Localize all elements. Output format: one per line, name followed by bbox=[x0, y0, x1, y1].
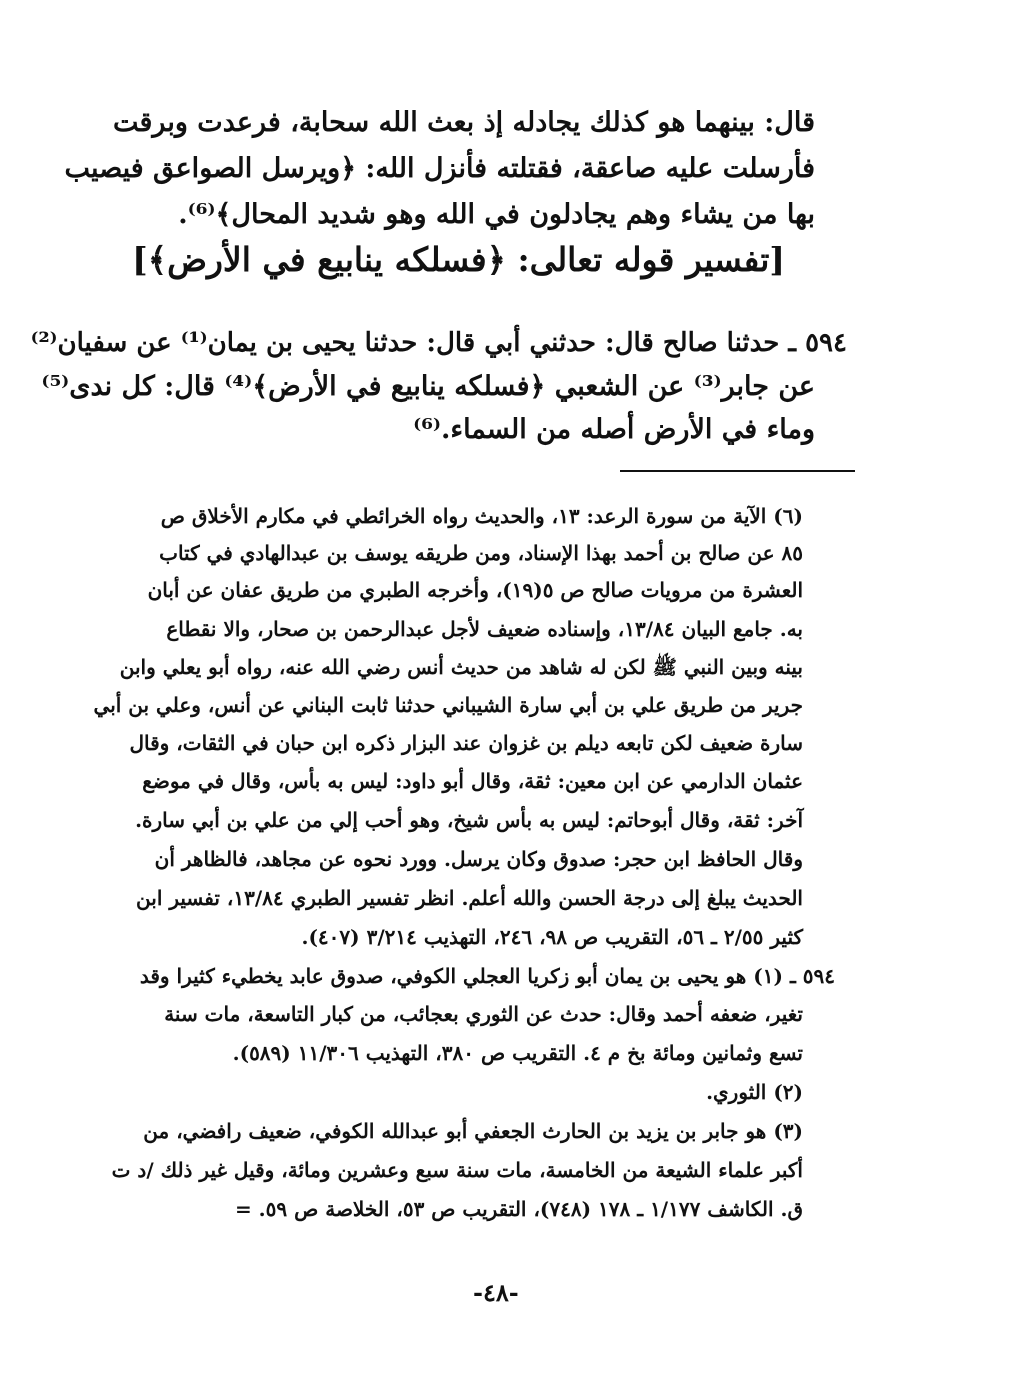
hadith-line-2: عن جابر⁽³⁾ عن الشعبي ﴿فسلكه ينابيع في الأرض﴾⁽⁴⁾ قال: كل ندى⁽⁵⁾ bbox=[41, 371, 815, 402]
page-number: -٤٨- bbox=[473, 1278, 519, 1307]
footnote-line: عثمان الدارمي عن ابن معين: ثقة، وقال أبو داود: ليس به بأس، وقال في موضع bbox=[142, 769, 803, 793]
footnote-line: بينه وبين النبي ﷺ لكن له شاهد من حديث أنس رضي الله عنه، رواه أبو يعلي وابن bbox=[119, 655, 803, 679]
footnote-line: آخر: ثقة، وقال أبوحاتم: ليس به بأس شيخ، وهو أحب إلي من علي بن أبي سارة. bbox=[135, 808, 803, 832]
body-line-2: فأرسلت عليه صاعقة، فقتلته فأنزل الله: ﴿ويرسل الصواعق فيصيب bbox=[64, 153, 815, 184]
footnote-line: تغير، ضعفه أحمد وقال: حدث عن الثوري بعجائب، من كبار التاسعة، مات سنة bbox=[164, 1002, 803, 1026]
footnote-divider bbox=[620, 470, 855, 472]
hadith-line-1: ٥٩٤ ـ حدثنا صالح قال: حدثني أبي قال: حدثنا يحيى بن يمان⁽¹⁾ عن سفيان⁽²⁾ bbox=[30, 328, 847, 358]
footnote-line: الحديث يبلغ إلى درجة الحسن والله أعلم. انظر تفسير الطبري ١٣/٨٤، تفسير ابن bbox=[136, 886, 803, 910]
footnote-line: العشرة من مرويات صالح ص ٥(١٩)، وأخرجه الطبري من طريق عفان عن أبان bbox=[147, 578, 803, 602]
footnote-line: ق. الكاشف ١/١٧٧ ـ ١٧٨ (٧٤٨)، التقريب ص ٥٣، الخلاصة ص ٥٩. = bbox=[234, 1197, 803, 1221]
footnote-line: ٨٥ عن صالح بن أحمد بهذا الإسناد، ومن طريقه يوسف بن عبدالهادي في كتاب bbox=[159, 541, 803, 565]
footnote-line: أكبر علماء الشيعة من الخامسة، مات سنة سبع وعشرين ومائة، وقيل غير ذلك /د ت bbox=[111, 1158, 803, 1182]
hadith-line-3: وماء في الأرض أصله من السماء.⁽⁶⁾ bbox=[413, 414, 815, 445]
footnote-line: (٢) الثوري. bbox=[706, 1080, 803, 1104]
footnote-line: جرير من طريق علي بن أبي سارة الشيباني حدثنا ثابت البناني عن أنس، وعلي بن أبي bbox=[93, 693, 803, 717]
footnote-line: كثير ٢/٥٥ ـ ٥٦، التقريب ص ٩٨، ٢٤٦، التهذيب ٣/٢١٤ (٤٠٧). bbox=[301, 925, 803, 949]
footnote-line: ٥٩٤ ـ (١) هو يحيى بن يمان أبو زكريا العجلي الكوفي، صدوق عابد يخطيء كثيرا وقد bbox=[139, 964, 835, 988]
body-line-1: قال: بينهما هو كذلك يجادله إذ بعث الله سحابة، فرعدت وبرقت bbox=[113, 107, 815, 138]
footnote-line: تسع وثمانين ومائة بخ م ٤. التقريب ص ٣٨٠، التهذيب ١١/٣٠٦ (٥٨٩). bbox=[232, 1041, 803, 1065]
footnote-line: (٣) هو جابر بن يزيد بن الحارث الجعفي أبو عبدالله الكوفي، ضعيف رافضي، من bbox=[143, 1119, 803, 1143]
section-heading: [تفسير قوله تعالى: ﴿فسلكه ينابيع في الأرض﴾] bbox=[132, 240, 785, 279]
footnote-line: سارة ضعيف لكن تابعه ديلم بن غزوان عند البزار ذكره ابن حبان في الثقات، وقال bbox=[129, 731, 803, 755]
body-line-3: بها من يشاء وهم يجادلون في الله وهو شديد المحال﴾⁽⁶⁾. bbox=[178, 199, 815, 230]
footnote-line: به. جامع البيان ١٣/٨٤، وإسناده ضعيف لأجل عبدالرحمن بن صحار، والا نقطاع bbox=[166, 617, 803, 641]
footnote-line: (٦) الآية من سورة الرعد: ١٣، والحديث رواه الخرائطي في مكارم الأخلاق ص bbox=[160, 504, 803, 528]
footnote-line: وقال الحافظ ابن حجر: صدوق وكان يرسل. وورد نحوه عن مجاهد، فالظاهر أن bbox=[154, 847, 803, 871]
